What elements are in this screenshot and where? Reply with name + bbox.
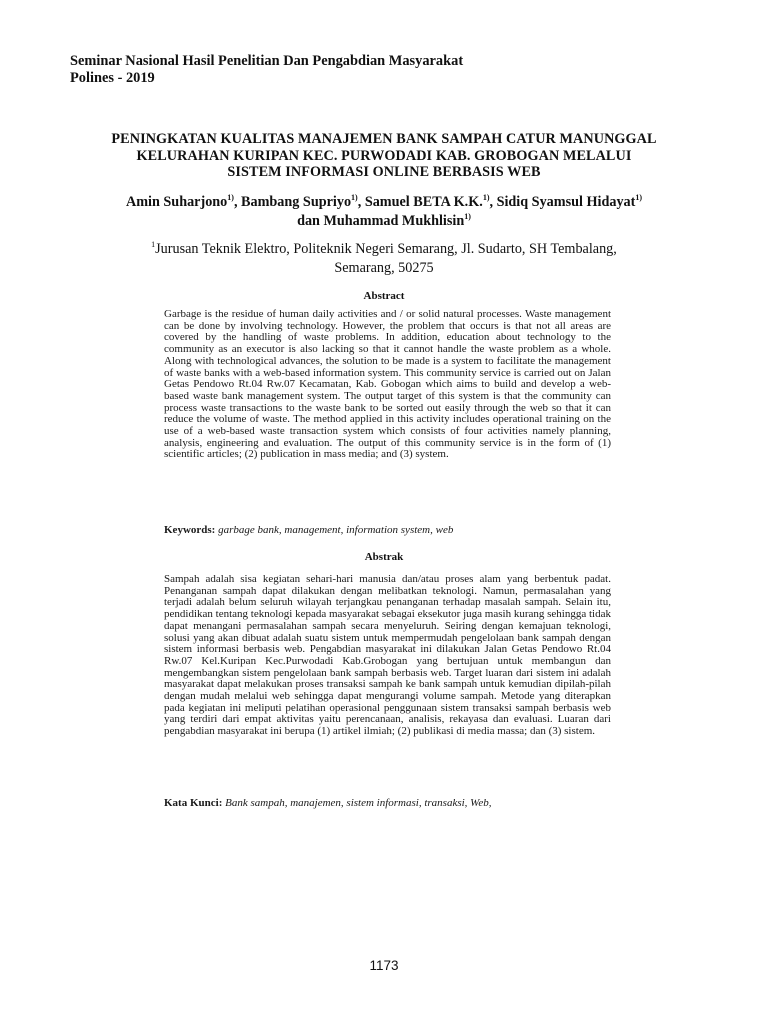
abstract-body: Garbage is the residue of human daily activities and / or solid natural processes. Waste management can be done by involving technology. However, the problem that occurs is that not all areas are covered by the handling of waste problems. In addition, education about technology to the community as an executor is also lacking so that it cannot handle the waste problem as a whole. Along with technological advances, the solution to be made is a system to facilitate the management of waste banks with a web-based information system. This community service is carried out on Jalan Getas Pendowo Rt.04 Rw.07 Kecamatan, Kab. Gobogan which aims to build and develop a web-based waste bank management system. The output target of this system is that the community can process waste transactions to the waste bank to be sorted out easily through the web so that it can reduce the volume of waste. The method applied in this activity includes operational training on the use of a web-based waste transaction system which consists of four activities namely planning, analysis, engineering and evaluation. The output of this community service is in the form of (1) scientific articles; (2) publication in mass media; and (3) system. xyxy=(164,308,611,461)
kata-kunci-label: Kata Kunci: xyxy=(164,797,223,809)
author-name: Muhammad Mukhlisin xyxy=(323,213,465,229)
author-list xyxy=(120,193,648,231)
kata-kunci xyxy=(164,797,611,810)
author-mark: 1) xyxy=(482,193,490,202)
affiliation xyxy=(130,240,638,278)
page-number: 1173 xyxy=(369,958,399,973)
author-mark: 1) xyxy=(635,193,643,202)
affiliation-text: Jurusan Teknik Elektro, Politeknik Negeri Semarang, Jl. Sudarto, SH Tembalang, Semarang, 50275 xyxy=(155,241,617,276)
paper-title: PENINGKATAN KUALITAS MANAJEMEN BANK SAMPAH CATUR MANUNGGAL KELURAHAN KURIPAN KEC. PURWODADI KAB. GROBOGAN MELALUI SISTEM INFORMASI ONLINE BERBASIS WEB xyxy=(111,131,657,180)
conference-name: Seminar Nasional Hasil Penelitian Dan Pengabdian Masyarakat xyxy=(70,53,464,69)
author-separator: , xyxy=(357,194,365,210)
abstract-heading: Abstract xyxy=(363,290,405,302)
author-name: Samuel BETA K.K. xyxy=(364,194,483,210)
author-mark: 1) xyxy=(227,193,234,202)
author-separator: , xyxy=(489,194,497,210)
running-head xyxy=(70,53,463,87)
author-mark: 1) xyxy=(351,193,358,202)
keywords xyxy=(164,524,611,537)
conference-year: Polines - 2019 xyxy=(70,70,155,86)
author-name: Bambang Supriyo xyxy=(241,194,352,210)
abstrak-heading: Abstrak xyxy=(364,551,404,563)
keywords-label: Keywords: xyxy=(164,524,216,536)
affiliation-mark: 1 xyxy=(151,240,156,249)
author-separator: , xyxy=(233,194,242,210)
author-separator: dan xyxy=(297,213,324,229)
author-name: Sidiq Syamsul Hidayat xyxy=(496,194,636,210)
author-mark: 1) xyxy=(464,212,471,221)
author-name: Amin Suharjono xyxy=(125,194,228,210)
abstrak-body: Sampah adalah sisa kegiatan sehari-hari manusia dan/atau proses alam yang berbentuk padat. Penanganan sampah dapat dilakukan dengan melibatkan teknologi. Namun, permasalahan yang terjadi adalah belum seluruh wilayah terjangkau penanganan terhadap masalah sampah. Selain itu, pendidikan tentang teknologi kepada masyarakat sebagai eksekutor juga masih kurang sehingga tidak dapat menangani permasalahan sampah secara menyeluruh. Seiring dengan kemajuan teknologi, solusi yang akan dibuat adalah suatu sistem untuk mempermudah pengelolaan bank sampah dengan sistem informasi berbasis web. Pengabdian masyarakat ini dilakukan Jalan Getas Pendowo Rt.04 Rw.07 Kel.Kuripan Kec.Purwodadi Kab.Grobogan yang bertujuan untuk membangun dan mengembangkan sistem pengelolaan bank sampah berbasis web. Target luaran dari sistem ini adalah masyarakat dapat melakukan proses transaksi sampah ke bank sampah untuk kemudian dipilah-pilah dengan mudah melalui web sehingga dapat mengurangi volume sampah. Metode yang diterapkan pada kegiatan ini meliputi pelatihan operasional penggunaan sistem transaksi sampah berbasis web yang terdiri dari empat aktivitas yaitu perencanaan, analisis, rekayasa dan evaluasi. Luaran dari pengabdian masyarakat ini berupa (1) artikel ilmiah; (2) publikasi di media massa; dan (3) sistem. xyxy=(164,573,611,738)
keywords-terms: garbage bank, management, information system, web xyxy=(218,524,454,536)
kata-kunci-terms: Bank sampah, manajemen, sistem informasi, transaksi, Web, xyxy=(225,797,492,809)
